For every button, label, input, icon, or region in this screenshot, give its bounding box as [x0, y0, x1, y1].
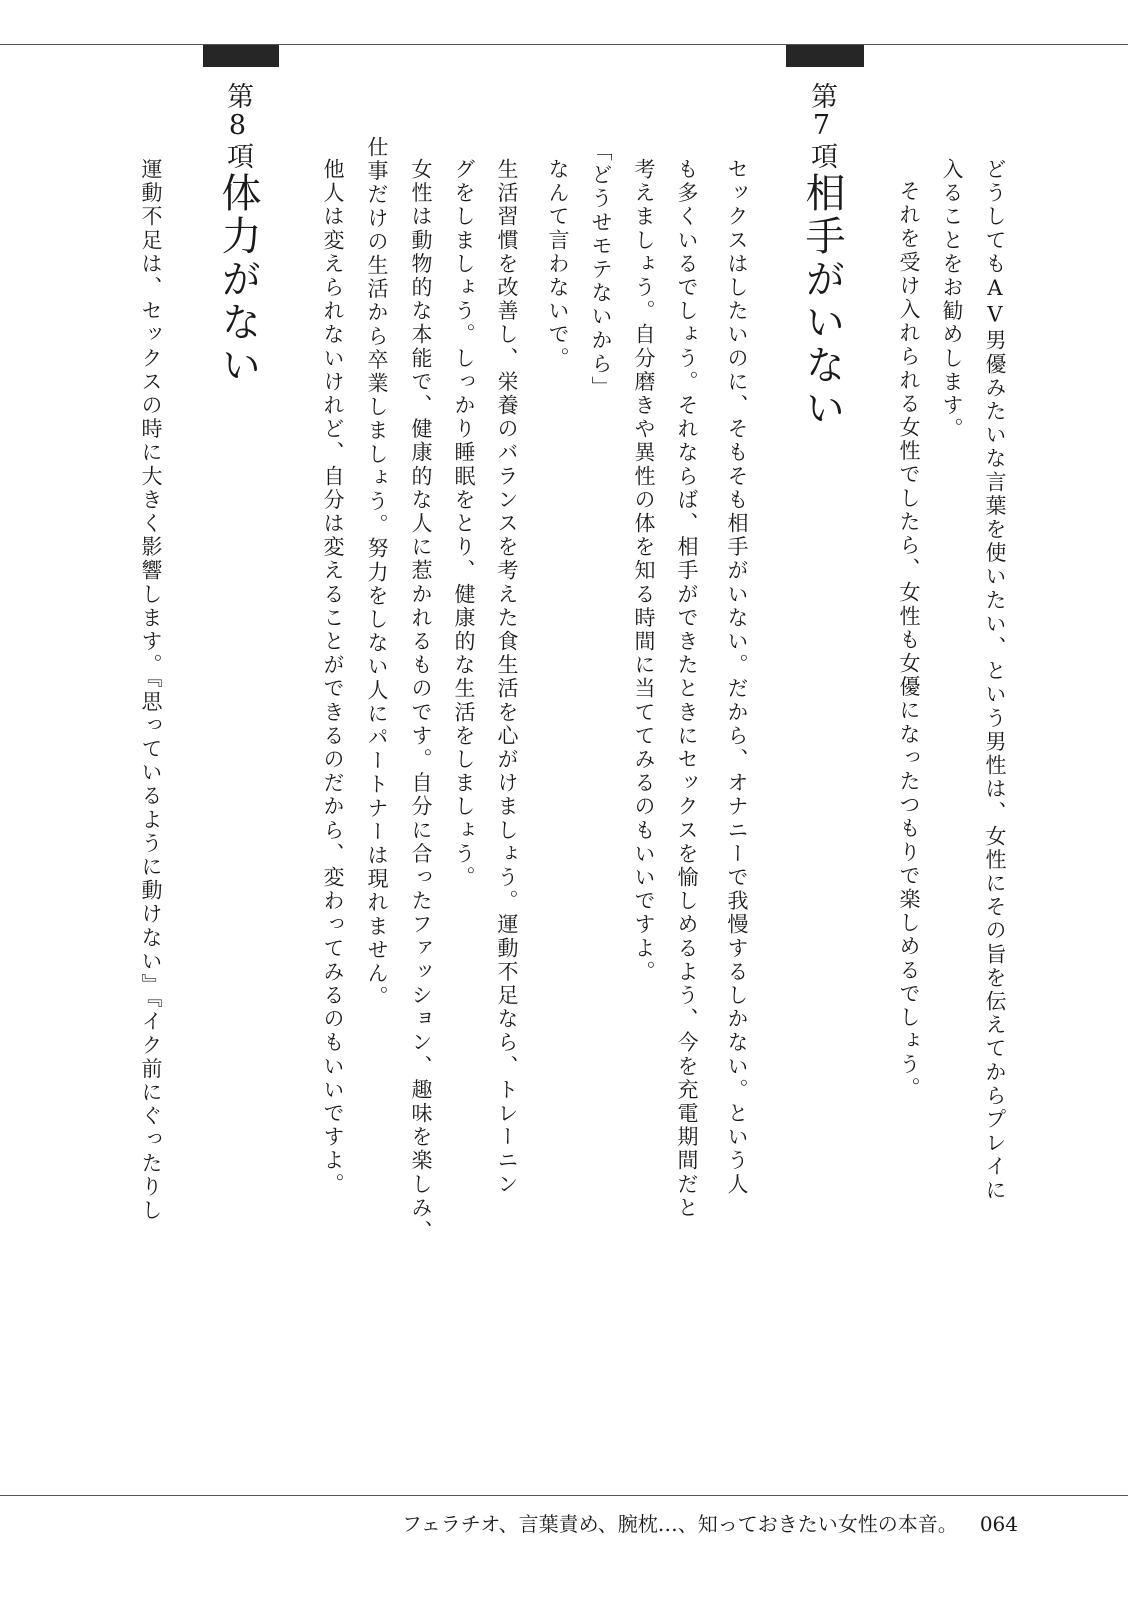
section-title: 体力がない: [215, 172, 261, 387]
body-line: 仕事だけの生活から卒業しましょう。努力をしない人にパートナーは現れません。: [365, 136, 389, 1010]
body-line: それを受け入れられる女性でしたら、女性も女優になったつもりで楽しめるでしょう。: [897, 180, 921, 1101]
body-line: 女性は動物的な本能で、健康的な人に惹かれるものです。自分に合ったファッション、趣味を楽しみ、: [409, 158, 433, 1244]
bottom-rule: [0, 1495, 1128, 1496]
running-title: フェラチオ、言葉責め、腕枕…、知っておきたい女性の本音。: [401, 1512, 958, 1536]
body-line: 考えましょう。自分磨きや異性の体を知る時間に当ててみるのもいいですよ。: [632, 158, 656, 984]
body-line: 運動不足は、セックスの時に大きく影響します。『思っているように動けない』『イク前にぐったりし: [139, 158, 163, 1223]
body-line: 生活習慣を改善し、栄養のバランスを考えた食生活を心がけましょう。運動不足なら、トレーニン: [495, 158, 519, 1197]
body-line: 他人は変えられないけれど、自分は変えることができるのだから、変わってみるのもいいですよ。: [321, 158, 345, 1197]
page-footer: [402, 1508, 1018, 1537]
section-number: 第7項: [806, 82, 837, 170]
body-line: 「どうせモテないから」: [589, 140, 613, 400]
body-line: セックスはしたいのに、そもそも相手がいない。だから、オナニーで我慢するしかない。という人: [725, 158, 749, 1197]
body-line: どうしてもAV男優みたいな言葉を使いたい、という男性は、女性にその旨を伝えてからプレイに: [983, 158, 1007, 1203]
body-line: なんて言わないで。: [546, 158, 570, 371]
section-number: 第8項: [222, 82, 253, 170]
section-title: 相手がいない: [799, 172, 845, 430]
page-number: 064: [979, 1512, 1018, 1536]
body-line: グをしましょう。しっかり睡眠をとり、健康的な生活をしましょう。: [452, 158, 476, 890]
body-line: 入ることをお勧めします。: [940, 158, 964, 442]
section7-tab-marker: [786, 45, 864, 67]
body-line: も多くいるでしょう。それならば、相手ができたときにセックスを愉しめるよう、今を充電期間だと: [675, 158, 699, 1220]
section8-tab-marker: [203, 45, 279, 67]
top-rule: [0, 44, 1128, 45]
